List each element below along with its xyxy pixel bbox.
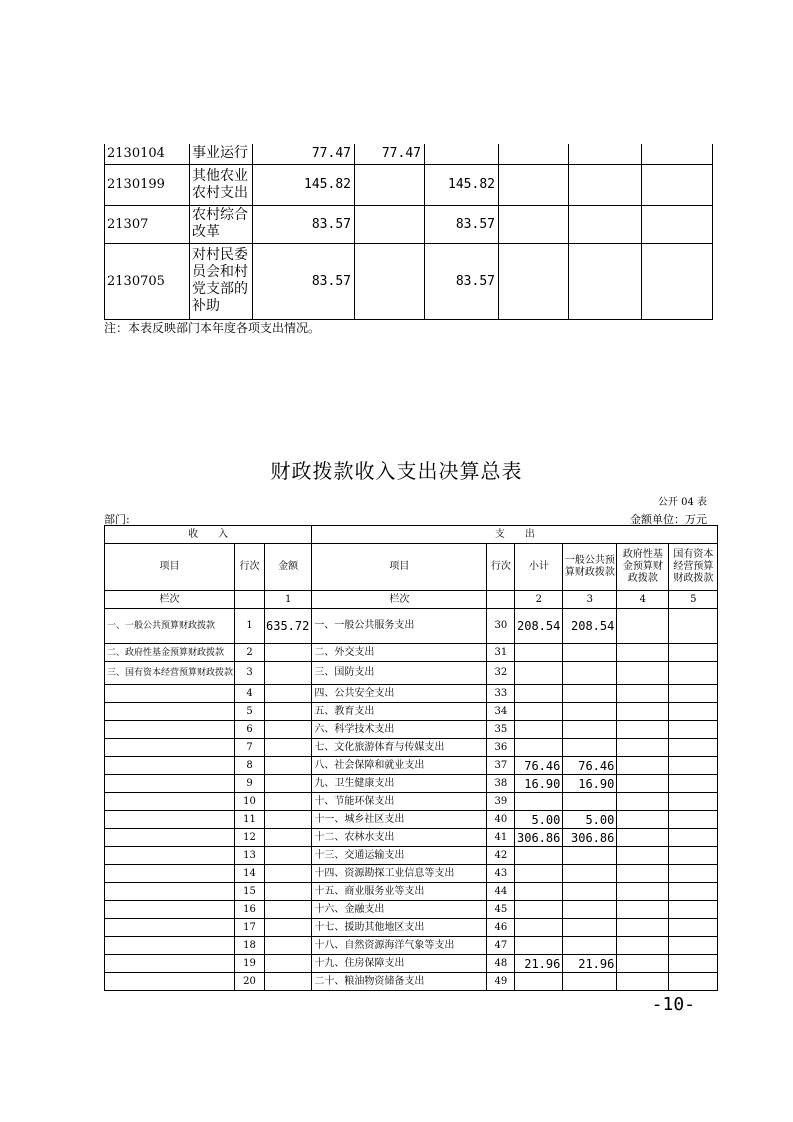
row-total: 145.82 xyxy=(253,164,355,205)
income-amount xyxy=(265,883,312,901)
income-item xyxy=(105,955,235,973)
row-total: 77.47 xyxy=(253,144,355,164)
expense-line-number: 33 xyxy=(487,685,515,703)
general-budget-amount xyxy=(563,644,617,662)
fund-budget-amount xyxy=(617,865,669,883)
general-budget-amount: 208.54 xyxy=(563,609,617,644)
col-number: 2 xyxy=(515,591,563,609)
table-row xyxy=(105,644,718,662)
general-budget-amount xyxy=(563,793,617,811)
table-row xyxy=(105,883,718,901)
general-budget-amount xyxy=(563,847,617,865)
expense-subtotal xyxy=(515,685,563,703)
state-capital-amount xyxy=(669,757,718,775)
income-item xyxy=(105,811,235,829)
income-item xyxy=(105,775,235,793)
row-name: 其他农业农村支出 xyxy=(190,164,253,205)
expense-subtotal xyxy=(515,662,563,685)
expense-line-number: 37 xyxy=(487,757,515,775)
income-item xyxy=(105,721,235,739)
table-row xyxy=(105,739,718,757)
state-capital-amount xyxy=(669,919,718,937)
income-line-number: 3 xyxy=(235,662,265,685)
income-line-number: 8 xyxy=(235,757,265,775)
expense-item: 十、节能环保支出 xyxy=(312,793,487,811)
column-number-row xyxy=(105,591,718,609)
table-row xyxy=(105,847,718,865)
income-amount xyxy=(265,937,312,955)
general-budget-amount xyxy=(563,973,617,991)
expense-line-number: 36 xyxy=(487,739,515,757)
amount-header: 金额 xyxy=(265,544,312,591)
empty-cell xyxy=(499,144,569,164)
income-line-number: 15 xyxy=(235,883,265,901)
fund-budget-amount xyxy=(617,973,669,991)
empty-cell xyxy=(569,243,642,319)
income-line-number: 18 xyxy=(235,937,265,955)
page-title: 财政拨款收入支出决算总表 xyxy=(270,459,523,483)
income-line-header: 行次 xyxy=(235,544,265,591)
fund-budget-amount xyxy=(617,937,669,955)
empty-cell xyxy=(642,243,713,319)
fund-budget-amount xyxy=(617,757,669,775)
income-amount xyxy=(265,721,312,739)
fund-budget-amount xyxy=(617,644,669,662)
expense-subtotal: 306.86 xyxy=(515,829,563,847)
state-capital-amount xyxy=(669,685,718,703)
state-capital-amount xyxy=(669,847,718,865)
general-budget-amount: 21.96 xyxy=(563,955,617,973)
expense-item: 七、文化旅游体育与传媒支出 xyxy=(312,739,487,757)
general-budget-amount xyxy=(563,685,617,703)
fund-budget-header: 政府性基金预算财政拨款 xyxy=(617,544,669,591)
income-line-number: 5 xyxy=(235,703,265,721)
expense-subtotal: 21.96 xyxy=(515,955,563,973)
state-capital-amount xyxy=(669,644,718,662)
expense-item: 六、科学技术支出 xyxy=(312,721,487,739)
general-budget-amount xyxy=(563,937,617,955)
expense-subtotal: 208.54 xyxy=(515,609,563,644)
state-capital-header: 国有资本经营预算财政拨款 xyxy=(669,544,718,591)
income-item xyxy=(105,883,235,901)
expense-line-number: 42 xyxy=(487,847,515,865)
income-line-number: 20 xyxy=(235,973,265,991)
state-capital-amount xyxy=(669,703,718,721)
general-budget-header: 一般公共预算财政拨款 xyxy=(563,544,617,591)
expense-subtotal xyxy=(515,721,563,739)
table-row xyxy=(105,955,718,973)
expense-subtotal xyxy=(515,901,563,919)
table-row xyxy=(105,703,718,721)
expense-subtotal xyxy=(515,937,563,955)
income-item: 一、一般公共预算财政拨款 xyxy=(105,609,235,644)
income-line-number: 16 xyxy=(235,901,265,919)
row-name: 农村综合改革 xyxy=(190,205,253,243)
income-item: 三、国有资本经营预算财政拨款 xyxy=(105,662,235,685)
table-row xyxy=(105,164,713,205)
table-row xyxy=(105,793,718,811)
expense-line-number: 34 xyxy=(487,703,515,721)
expense-item: 十一、城乡社区支出 xyxy=(312,811,487,829)
expense-item: 四、公共安全支出 xyxy=(312,685,487,703)
row-code: 2130104 xyxy=(105,144,190,164)
income-line-number: 11 xyxy=(235,811,265,829)
table-row xyxy=(105,662,718,685)
table-row xyxy=(105,937,718,955)
table-row xyxy=(105,685,718,703)
table-row xyxy=(105,721,718,739)
row-code: 2130705 xyxy=(105,243,190,319)
state-capital-amount xyxy=(669,973,718,991)
income-amount xyxy=(265,973,312,991)
general-budget-amount xyxy=(563,883,617,901)
table-row xyxy=(105,609,718,644)
income-line-number: 7 xyxy=(235,739,265,757)
general-budget-amount xyxy=(563,662,617,685)
expense-subtotal xyxy=(515,973,563,991)
empty-cell xyxy=(569,164,642,205)
income-item xyxy=(105,901,235,919)
state-capital-amount xyxy=(669,829,718,847)
expenditure-detail-table xyxy=(104,144,713,320)
row-name: 事业运行 xyxy=(190,144,253,164)
table-row xyxy=(105,243,713,319)
fund-budget-amount xyxy=(617,739,669,757)
income-amount xyxy=(265,865,312,883)
expense-item: 十八、自然资源海洋气象等支出 xyxy=(312,937,487,955)
state-capital-amount xyxy=(669,793,718,811)
expense-line-number: 40 xyxy=(487,811,515,829)
income-item xyxy=(105,793,235,811)
col-number: 4 xyxy=(617,591,669,609)
fund-budget-amount xyxy=(617,775,669,793)
empty-cell xyxy=(499,205,569,243)
col-number: 5 xyxy=(669,591,718,609)
income-item xyxy=(105,847,235,865)
state-capital-amount xyxy=(669,721,718,739)
fund-budget-amount xyxy=(617,662,669,685)
empty-cell xyxy=(642,205,713,243)
expense-line-number: 44 xyxy=(487,883,515,901)
income-line-number: 14 xyxy=(235,865,265,883)
state-capital-amount xyxy=(669,609,718,644)
income-line-number: 6 xyxy=(235,721,265,739)
income-item xyxy=(105,739,235,757)
row-project xyxy=(425,144,499,164)
table-row xyxy=(105,811,718,829)
table-row xyxy=(105,973,718,991)
income-line-number: 9 xyxy=(235,775,265,793)
expense-item: 十五、商业服务业等支出 xyxy=(312,883,487,901)
fund-budget-amount xyxy=(617,609,669,644)
income-amount xyxy=(265,919,312,937)
income-amount xyxy=(265,644,312,662)
income-amount xyxy=(265,685,312,703)
fund-budget-amount xyxy=(617,793,669,811)
unit-label: 金额单位：万元 xyxy=(630,513,707,526)
income-item: 二、政府性基金预算财政拨款 xyxy=(105,644,235,662)
col-label: 栏次 xyxy=(105,591,235,609)
table-row xyxy=(105,757,718,775)
income-amount xyxy=(265,662,312,685)
income-amount xyxy=(265,739,312,757)
expense-item: 三、国防支出 xyxy=(312,662,487,685)
col-label: 栏次 xyxy=(312,591,487,609)
expense-item: 十七、援助其他地区支出 xyxy=(312,919,487,937)
expense-item: 二、外交支出 xyxy=(312,644,487,662)
fund-budget-amount xyxy=(617,703,669,721)
row-project: 145.82 xyxy=(425,164,499,205)
row-total: 83.57 xyxy=(253,243,355,319)
income-item xyxy=(105,757,235,775)
expense-line-number: 49 xyxy=(487,973,515,991)
col-number: 1 xyxy=(265,591,312,609)
state-capital-amount xyxy=(669,775,718,793)
expense-line-number: 43 xyxy=(487,865,515,883)
expense-subtotal: 5.00 xyxy=(515,811,563,829)
table-row xyxy=(105,919,718,937)
row-total: 83.57 xyxy=(253,205,355,243)
general-budget-amount: 16.90 xyxy=(563,775,617,793)
income-amount xyxy=(265,703,312,721)
expense-item: 一、一般公共服务支出 xyxy=(312,609,487,644)
row-code: 21307 xyxy=(105,205,190,243)
expense-line-number: 38 xyxy=(487,775,515,793)
fund-budget-amount xyxy=(617,955,669,973)
income-amount xyxy=(265,901,312,919)
fund-budget-amount xyxy=(617,901,669,919)
income-amount: 635.72 xyxy=(265,609,312,644)
row-code: 2130199 xyxy=(105,164,190,205)
table-row xyxy=(105,829,718,847)
empty-cell xyxy=(642,164,713,205)
general-budget-amount: 306.86 xyxy=(563,829,617,847)
expense-line-number: 39 xyxy=(487,793,515,811)
general-budget-amount xyxy=(563,919,617,937)
expense-item-header: 项目 xyxy=(312,544,487,591)
expense-line-number: 48 xyxy=(487,955,515,973)
income-amount xyxy=(265,955,312,973)
empty-cell xyxy=(569,144,642,164)
income-line-number: 4 xyxy=(235,685,265,703)
expense-subtotal xyxy=(515,739,563,757)
income-item xyxy=(105,865,235,883)
empty-cell xyxy=(499,243,569,319)
general-budget-amount: 5.00 xyxy=(563,811,617,829)
row-basic xyxy=(355,243,425,319)
expense-subtotal xyxy=(515,883,563,901)
state-capital-amount xyxy=(669,883,718,901)
general-budget-amount xyxy=(563,901,617,919)
state-capital-amount xyxy=(669,739,718,757)
expense-item: 九、卫生健康支出 xyxy=(312,775,487,793)
row-basic xyxy=(355,205,425,243)
income-header: 收 入 xyxy=(105,526,312,544)
expense-subtotal: 16.90 xyxy=(515,775,563,793)
general-budget-amount: 76.46 xyxy=(563,757,617,775)
income-item xyxy=(105,703,235,721)
expense-line-number: 35 xyxy=(487,721,515,739)
state-capital-amount xyxy=(669,937,718,955)
table-row xyxy=(105,901,718,919)
table-note: 注：本表反映部门本年度各项支出情况。 xyxy=(104,321,321,335)
income-item xyxy=(105,919,235,937)
empty-cell xyxy=(642,144,713,164)
income-line-number: 13 xyxy=(235,847,265,865)
expense-line-number: 47 xyxy=(487,937,515,955)
row-basic: 77.47 xyxy=(355,144,425,164)
col-number: 3 xyxy=(563,591,617,609)
expense-item: 十二、农林水支出 xyxy=(312,829,487,847)
expense-subtotal xyxy=(515,703,563,721)
table-row xyxy=(105,205,713,243)
department-label: 部门: xyxy=(104,513,130,526)
general-budget-amount xyxy=(563,865,617,883)
expense-subtotal xyxy=(515,865,563,883)
empty-cell xyxy=(569,205,642,243)
expense-line-header: 行次 xyxy=(487,544,515,591)
fund-budget-amount xyxy=(617,847,669,865)
table-row xyxy=(105,865,718,883)
expense-line-number: 45 xyxy=(487,901,515,919)
income-item xyxy=(105,685,235,703)
fund-budget-amount xyxy=(617,883,669,901)
income-line-number: 17 xyxy=(235,919,265,937)
expense-line-number: 32 xyxy=(487,662,515,685)
expense-subtotal xyxy=(515,793,563,811)
expense-item: 十九、住房保障支出 xyxy=(312,955,487,973)
income-line-number: 10 xyxy=(235,793,265,811)
fund-budget-amount xyxy=(617,721,669,739)
fund-budget-amount xyxy=(617,685,669,703)
income-line-number: 12 xyxy=(235,829,265,847)
income-line-number: 19 xyxy=(235,955,265,973)
expense-item: 十三、交通运输支出 xyxy=(312,847,487,865)
expense-line-number: 31 xyxy=(487,644,515,662)
income-item xyxy=(105,973,235,991)
table-body xyxy=(105,609,718,991)
table-row xyxy=(105,144,713,164)
expense-header: 支 出 xyxy=(312,526,718,544)
general-budget-amount xyxy=(563,703,617,721)
income-amount xyxy=(265,775,312,793)
income-amount xyxy=(265,793,312,811)
row-basic xyxy=(355,164,425,205)
expense-line-number: 41 xyxy=(487,829,515,847)
empty-cell xyxy=(499,164,569,205)
fund-budget-amount xyxy=(617,919,669,937)
expense-item: 二十、粮油物资储备支出 xyxy=(312,973,487,991)
expense-item: 五、教育支出 xyxy=(312,703,487,721)
income-amount xyxy=(265,757,312,775)
expense-subtotal xyxy=(515,847,563,865)
income-amount xyxy=(265,811,312,829)
income-item xyxy=(105,937,235,955)
expense-item: 十六、金融支出 xyxy=(312,901,487,919)
state-capital-amount xyxy=(669,955,718,973)
income-amount xyxy=(265,847,312,865)
row-project: 83.57 xyxy=(425,243,499,319)
subtotal-header: 小计 xyxy=(515,544,563,591)
state-capital-amount xyxy=(669,811,718,829)
state-capital-amount xyxy=(669,662,718,685)
fund-budget-amount xyxy=(617,811,669,829)
empty-cell xyxy=(487,591,515,609)
income-line-number: 2 xyxy=(235,644,265,662)
income-item-header: 项目 xyxy=(105,544,235,591)
fiscal-summary-table xyxy=(104,525,718,991)
page-number: -10- xyxy=(651,994,695,1015)
form-number: 公开 04 表 xyxy=(657,497,707,508)
expense-item: 八、社会保障和就业支出 xyxy=(312,757,487,775)
general-budget-amount xyxy=(563,739,617,757)
table-row xyxy=(105,775,718,793)
income-line-number: 1 xyxy=(235,609,265,644)
income-amount xyxy=(265,829,312,847)
state-capital-amount xyxy=(669,865,718,883)
expense-subtotal: 76.46 xyxy=(515,757,563,775)
empty-cell xyxy=(235,591,265,609)
row-name: 对村民委员会和村党支部的补助 xyxy=(190,243,253,319)
expense-line-number: 46 xyxy=(487,919,515,937)
section-header-row xyxy=(105,526,718,544)
column-header-row xyxy=(105,544,718,591)
general-budget-amount xyxy=(563,721,617,739)
row-project: 83.57 xyxy=(425,205,499,243)
expense-subtotal xyxy=(515,644,563,662)
expense-item: 十四、资源勘探工业信息等支出 xyxy=(312,865,487,883)
expense-line-number: 30 xyxy=(487,609,515,644)
income-item xyxy=(105,829,235,847)
expense-subtotal xyxy=(515,919,563,937)
fund-budget-amount xyxy=(617,829,669,847)
state-capital-amount xyxy=(669,901,718,919)
